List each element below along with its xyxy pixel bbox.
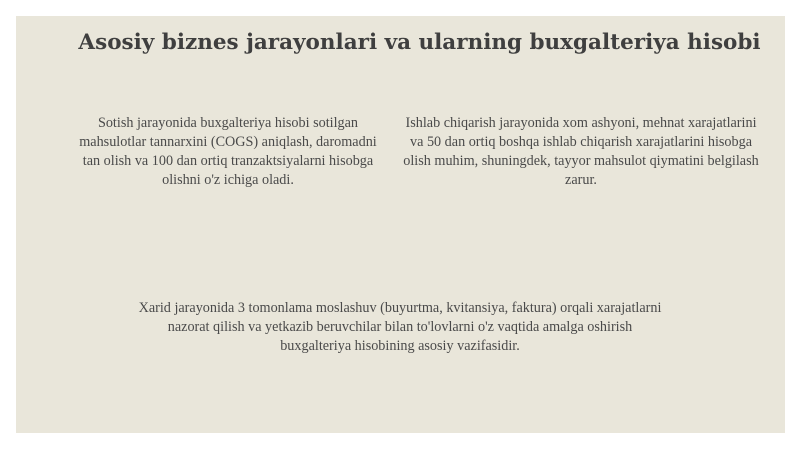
paragraph-sales-process: Sotish jarayonida buxgalteriya hisobi sotilgan mahsulotlar tannarxini (COGS) aniqlash, daromadni tan olish va 100 dan ortiq tranzaktsiyalarni hisobga olishni o'z ichiga oladi. xyxy=(79,115,377,188)
slide-title: Asosiy biznes jarayonlari va ularning buxgalteriya hisobi xyxy=(78,30,761,55)
slide xyxy=(16,16,785,433)
paragraph-purchase-process: Xarid jarayonida 3 tomonlama moslashuv (buyurtma, kvitansiya, faktura) orqali xarajatlarni nazorat qilish va yetkazib beruvchilar bilan to'lovlarni o'z vaqtida amalga oshirish buxgalteriya hisobining asosiy vazifasidir. xyxy=(138,300,662,354)
paragraph-production-process: Ishlab chiqarish jarayonida xom ashyoni, mehnat xarajatlarini va 50 dan ortiq boshqa ishlab chiqarish xarajatlarini hisobga olish muhim, shuningdek, tayyor mahsulot qiymatini belgilash zarur. xyxy=(403,115,759,188)
